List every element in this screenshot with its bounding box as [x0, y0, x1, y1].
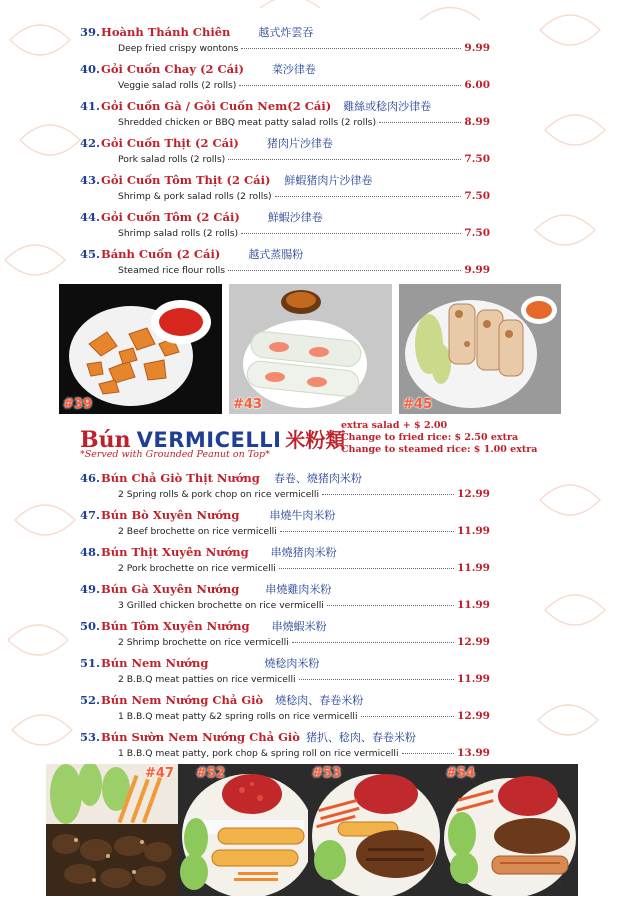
meat-patty-spring-rolls-image: [178, 764, 308, 896]
menu-item-41: [80, 98, 490, 128]
item-chinese-name: 燒稔肉米粉: [264, 657, 320, 670]
item-description: Deep fried crispy wontons: [118, 43, 239, 54]
item-price: 13.99: [457, 747, 490, 759]
fried-rice-note: Change to fried rice: $ 2.50 extra: [341, 432, 519, 443]
item-name: Bún Bò Xuyên Nướng: [101, 508, 240, 522]
photo-pork-chop-patty: [308, 764, 442, 896]
leader-dots: [275, 196, 462, 197]
leader-dots: [322, 494, 454, 495]
item-number: 49.: [80, 582, 101, 596]
item-number: 53.: [80, 730, 101, 744]
item-description: 2 Spring rolls & pork chop on rice vermicelli: [118, 489, 320, 500]
item-description: 2 Shrimp brochette on rice vermicelli: [118, 637, 289, 648]
item-price: 11.99: [457, 525, 490, 537]
item-chinese-name: 串燒牛肉米粉: [269, 509, 336, 522]
leader-dots: [327, 605, 454, 606]
item-number: 41.: [80, 99, 101, 113]
item-description: 1 B.B.Q meat patty &2 spring rolls on rice vermicelli: [118, 711, 358, 722]
menu-item-53: [80, 729, 490, 759]
photo-beef-brochette: [46, 764, 178, 896]
item-description: 2 B.B.Q meat patties on rice vermicelli: [118, 674, 296, 685]
section-title-chinese: 米粉類: [285, 428, 346, 452]
photo-label: #52: [196, 766, 225, 781]
item-chinese-name: 越式蒸腸粉: [248, 248, 304, 261]
item-number: 51.: [80, 656, 101, 670]
item-chinese-name: 猪扒、稔肉、春卷米粉: [305, 731, 416, 744]
menu-item-44: [80, 209, 490, 239]
section-title-vietnamese: Bún: [80, 427, 131, 453]
leader-dots: [361, 716, 455, 717]
item-number: 46.: [80, 471, 101, 485]
item-description: Veggie salad rolls (2 rolls): [118, 80, 237, 91]
item-name: Bún Gà Xuyên Nướng: [101, 582, 240, 596]
item-price: 11.99: [457, 562, 490, 574]
item-description: 3 Grilled chicken brochette on rice vermicelli: [118, 600, 324, 611]
leader-dots: [402, 753, 455, 754]
section-title-english: VERMICELLI: [136, 428, 282, 452]
item-price: 12.99: [457, 710, 490, 722]
item-chinese-name: 鮮蝦沙律卷: [267, 211, 323, 224]
photo-label: #53: [312, 766, 341, 781]
item-price: 11.99: [457, 599, 490, 611]
item-chinese-name: 越式炸雲吞: [258, 26, 314, 39]
fried-wontons-image: [59, 284, 222, 414]
leader-dots: [228, 270, 461, 271]
extras-note: [341, 420, 537, 456]
item-number: 45.: [80, 247, 101, 261]
leader-dots: [241, 48, 461, 49]
steamed-rice-note: Change to steamed rice: $ 1.00 extra: [341, 444, 538, 455]
leader-dots: [280, 531, 454, 532]
leader-dots: [292, 642, 454, 643]
item-price: 11.99: [457, 673, 490, 685]
photo-steamed-rolls: [399, 284, 561, 414]
pork-chop-patty-image: [308, 764, 442, 896]
item-name: Gỏi Cuốn Chay (2 Cái): [101, 62, 244, 76]
item-name: Gỏi Cuốn Thịt (2 Cái): [101, 136, 239, 150]
item-name: Bún Nem Nướng: [101, 656, 209, 670]
item-number: 50.: [80, 619, 101, 633]
item-name: Bánh Cuốn (2 Cái): [101, 247, 221, 261]
photo-fried-wontons: [59, 284, 222, 414]
item-chinese-name: 串燒猪肉米粉: [270, 546, 337, 559]
item-price: 9.99: [464, 264, 490, 276]
item-name: Hoành Thánh Chiên: [101, 25, 231, 39]
item-number: 43.: [80, 173, 101, 187]
item-description: 2 Beef brochette on rice vermicelli: [118, 526, 277, 537]
steamed-rolls-image: [399, 284, 561, 414]
menu-item-45: [80, 246, 490, 276]
photo-label: #43: [233, 397, 262, 412]
menu-item-48: [80, 544, 490, 574]
item-number: 42.: [80, 136, 101, 150]
salad-rolls-image: [229, 284, 392, 414]
leader-dots: [228, 159, 461, 160]
item-name: Bún Nem Nướng Chả Giò: [101, 693, 264, 707]
beef-brochette-image: [46, 764, 178, 896]
item-number: 39.: [80, 25, 101, 39]
item-number: 52.: [80, 693, 101, 707]
photo-meat-patty-spring-rolls: [178, 764, 308, 896]
menu-item-49: [80, 581, 490, 611]
item-number: 47.: [80, 508, 101, 522]
item-name: Bún Sườn Nem Nướng Chả Giò: [101, 730, 300, 744]
menu-item-51: [80, 655, 490, 685]
item-price: 8.99: [464, 116, 490, 128]
item-price: 12.99: [457, 488, 490, 500]
item-description: Steamed rice flour rolls: [118, 265, 226, 276]
menu-item-42: [80, 135, 490, 165]
item-name: Bún Tôm Xuyên Nướng: [101, 619, 250, 633]
leader-dots: [241, 233, 461, 234]
item-description: Pork salad rolls (2 rolls): [118, 154, 226, 165]
photo-label: #39: [63, 397, 92, 412]
leader-dots: [299, 679, 455, 680]
leader-dots: [379, 122, 461, 123]
menu-item-47: [80, 507, 490, 537]
item-number: 40.: [80, 62, 101, 76]
extra-salad-note: extra salad + $ 2.00: [341, 420, 448, 431]
item-name: Gỏi Cuốn Tôm Thịt (2 Cái): [101, 173, 271, 187]
item-name: Bún Chả Giò Thịt Nướng: [101, 471, 260, 485]
leader-dots: [279, 568, 454, 569]
photo-combo-plate: [442, 764, 578, 896]
item-chinese-name: 燒稔肉、春卷米粉: [275, 694, 364, 707]
item-price: 7.50: [464, 227, 490, 239]
item-chinese-name: 雞絲或稔肉沙律卷: [343, 100, 432, 113]
item-number: 48.: [80, 545, 101, 559]
item-description: Shrimp salad rolls (2 rolls): [118, 228, 239, 239]
item-description: Shredded chicken or BBQ meat patty salad rolls (2 rolls): [118, 117, 377, 128]
section-subtitle: *Served with Grounded Peanut on Top*: [80, 449, 270, 460]
item-name: Gỏi Cuốn Tôm (2 Cái): [101, 210, 240, 224]
item-chinese-name: 春卷、燒猪肉米粉: [273, 472, 362, 485]
item-name: Bún Thịt Xuyên Nướng: [101, 545, 249, 559]
item-price: 9.99: [464, 42, 490, 54]
photo-label: #45: [403, 397, 432, 412]
item-chinese-name: 串燒雞肉米粉: [265, 583, 332, 596]
item-price: 7.50: [464, 153, 490, 165]
photo-label: #54: [446, 766, 475, 781]
menu-item-46: [80, 470, 490, 500]
item-description: Shrimp & pork salad rolls (2 rolls): [118, 191, 272, 202]
item-name: Gỏi Cuốn Gà / Gỏi Cuốn Nem(2 Cái): [101, 99, 332, 113]
leader-dots: [239, 85, 461, 86]
photo-salad-rolls: [229, 284, 392, 414]
menu-item-40: [80, 61, 490, 91]
item-number: 44.: [80, 210, 101, 224]
combo-plate-image: [442, 764, 578, 896]
item-description: 2 Pork brochette on rice vermicelli: [118, 563, 276, 574]
menu-item-52: [80, 692, 490, 722]
item-chinese-name: 串燒蝦米粉: [271, 620, 327, 633]
page-number: 5: [556, 881, 563, 892]
item-description: 1 B.B.Q meat patty, pork chop & spring roll on rice vermicelli: [118, 748, 399, 759]
menu-item-43: [80, 172, 490, 202]
item-chinese-name: 猪肉片沙律卷: [266, 137, 333, 150]
item-chinese-name: 鮮蝦猪肉片沙律卷: [284, 174, 373, 187]
menu-item-50: [80, 618, 490, 648]
item-chinese-name: 菜沙律卷: [271, 63, 316, 76]
item-price: 12.99: [457, 636, 490, 648]
item-price: 6.00: [464, 79, 490, 91]
photo-label: #47: [145, 766, 174, 781]
menu-item-39: [80, 24, 490, 54]
item-price: 7.50: [464, 190, 490, 202]
